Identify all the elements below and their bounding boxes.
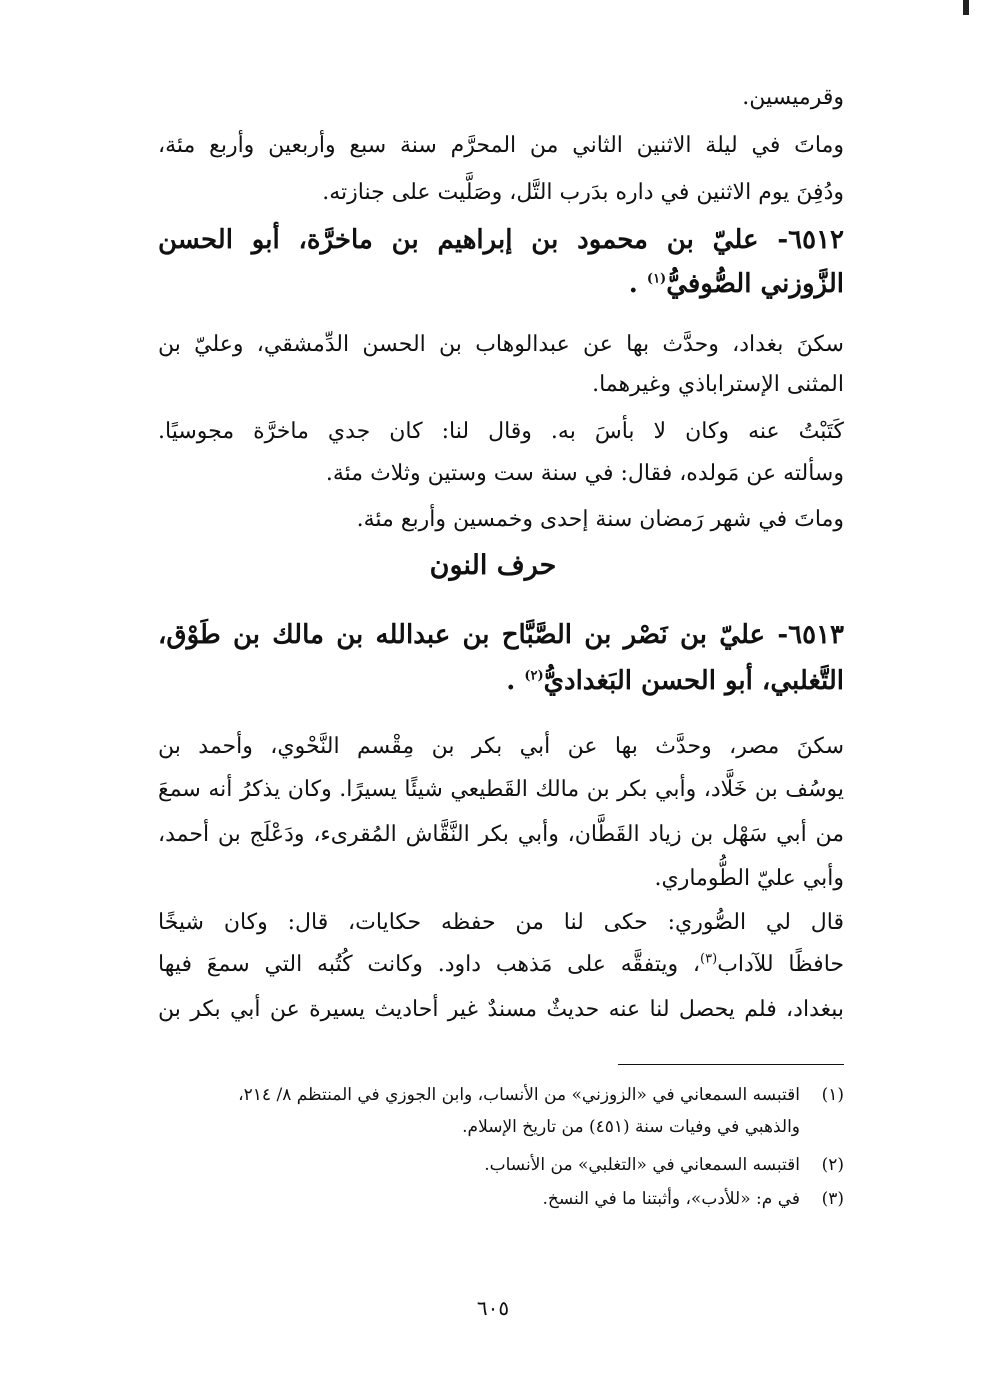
scan-mark xyxy=(963,0,969,15)
footnote-ref: (١) xyxy=(646,271,667,287)
section-heading: حرف النون xyxy=(429,550,557,581)
entry-heading-text: التَّغلبي، أبو الحسن البَغداديُّ xyxy=(543,666,844,696)
text-line: كَتَبْتُ عنه وكان لا بأسَ به. وقال لنا: كان جدي ماخرَّة مجوسيًا. xyxy=(158,419,844,444)
text-line xyxy=(158,945,844,985)
heading-end: . xyxy=(628,269,638,299)
text-line: وماتَ في شهر رَمضان سنة إحدى وخمسين وأربع مئة. xyxy=(356,507,844,532)
entry-heading-text: الزَّوزني الصُّوفيُّ xyxy=(666,269,844,299)
text-line: وقرميسين. xyxy=(742,85,844,110)
footnote xyxy=(150,1150,844,1180)
footnote-text: اقتبسه السمعاني في «التغلبي» من الأنساب. xyxy=(484,1155,800,1175)
footnote-number: (٢) xyxy=(821,1155,844,1175)
footnote-text: في م: «للأدب»، وأثبتنا ما في النسخ. xyxy=(542,1189,800,1209)
entry-heading-6512-cont xyxy=(158,264,844,304)
footnote-text: اقتبسه السمعاني في «الزوزني» من الأنساب، وابن الجوزي في المنتظم ٨/ ٢١٤، xyxy=(238,1085,800,1105)
entry-heading-6513: ٦٥١٣- عليّ بن نَصْر بن الصَّبَّاح بن عبدالله بن مالك بن طَوْق، xyxy=(158,620,844,650)
page-number: ٦٠٥ xyxy=(476,1296,510,1320)
text-fragment: ، ويتفقَّه على مَذهب داود. وكانت كُتُبه التي سمعَ فيها xyxy=(158,952,701,977)
text-line: سكنَ بغداد، وحدَّث بها عن عبدالوهاب بن الحسن الدِّمشقي، وعليّ بن xyxy=(158,332,844,357)
text-line: يوسُف بن خَلَّاد، وأبي بكر بن مالك القَطيعي شيئًا يسيرًا. وكان يذكرُ أنه سمعَ xyxy=(158,777,844,802)
footnote-ref: (٢) xyxy=(524,668,544,684)
text-line: وماتَ في ليلة الاثنين الثاني من المحرَّم سنة سبع وأربعين وأربع مئة، xyxy=(158,133,844,158)
footnote-text: والذهبي في وفيات سنة (٤٥١) من تاريخ الإسلام. xyxy=(462,1117,800,1137)
footnote xyxy=(150,1080,844,1110)
footnote-number: (٣) xyxy=(821,1189,844,1209)
text-line: المثنى الإستراباذي وغيرهما. xyxy=(592,372,844,397)
text-line: قال لي الصُّوري: حكى لنا من حفظه حكايات، قال: وكان شيخًا xyxy=(158,910,844,935)
entry-heading-6513-cont xyxy=(158,661,844,701)
text-line: من أبي سَهْل بن زياد القَطَّان، وأبي بكر النَّقَّاش المُقرىء، ودَعْلَج بن أحمد، xyxy=(158,822,844,847)
text-line: وأبي عليّ الطُّوماري. xyxy=(654,866,844,891)
text-line: وسألته عن مَولده، فقال: في سنة ست وستين وثلاث مئة. xyxy=(325,461,844,486)
text-fragment: حافظًا للآداب xyxy=(717,952,845,977)
footnote-separator xyxy=(618,1064,844,1065)
footnote-number: (١) xyxy=(821,1085,844,1105)
entry-heading-6512: ٦٥١٢- عليّ بن محمود بن إبراهيم بن ماخرَّة، أبو الحسن xyxy=(158,225,844,255)
footnote xyxy=(150,1184,844,1214)
footnote-ref: (٣) xyxy=(700,951,718,967)
text-line: سكنَ مصر، وحدَّث بها عن أبي بكر بن مِقْسم النَّحْوي، وأحمد بن xyxy=(158,734,844,759)
footnote xyxy=(150,1112,844,1142)
heading-end: . xyxy=(506,666,516,696)
text-line: ببغداد، فلم يحصل لنا عنه حديثٌ مسندٌ غير أحاديث يسيرة عن أبي بكر بن xyxy=(158,997,844,1022)
text-line: ودُفِنَ يوم الاثنين في داره بدَرب التَّل، وصَلَّيت على جنازته. xyxy=(322,180,844,205)
